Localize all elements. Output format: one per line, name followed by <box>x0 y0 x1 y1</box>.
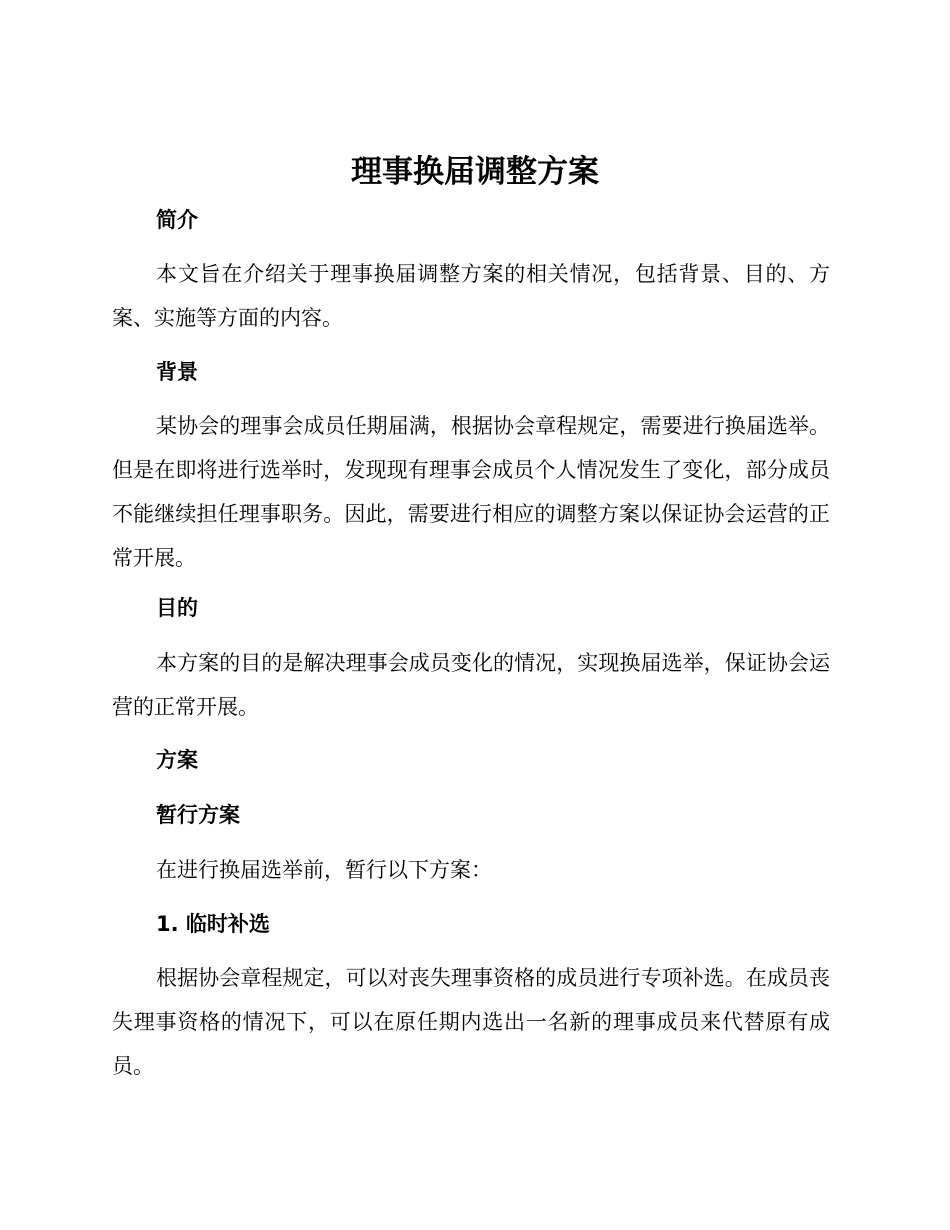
paragraph-by-election: 根据协会章程规定，可以对丧失理事资格的成员进行专项补选。在成员丧失理事资格的情况下，可以在原任期内选出一名新的理事成员来代替原有成员。 <box>112 966 830 1078</box>
paragraph-interim-plan: 在进行换届选举前，暂行以下方案： <box>156 858 492 882</box>
section-heading-background: 背景 <box>156 360 198 384</box>
document-title: 理事换届调整方案 <box>351 154 599 190</box>
paragraph-intro: 本文旨在介绍关于理事换届调整方案的相关情况，包括背景、目的、方案、实施等方面的内容。 <box>112 262 830 330</box>
section-heading-intro: 简介 <box>156 208 198 232</box>
paragraph-purpose: 本方案的目的是解决理事会成员变化的情况，实现换届选举，保证协会运营的正常开展。 <box>112 651 830 719</box>
section-heading-plan: 方案 <box>156 748 198 772</box>
section-heading-by-election: 1. 临时补选 <box>156 912 270 936</box>
section-heading-purpose: 目的 <box>156 596 198 620</box>
section-heading-interim-plan: 暂行方案 <box>156 803 240 827</box>
paragraph-background: 某协会的理事会成员任期届满，根据协会章程规定，需要进行换届选举。但是在即将进行选举时，发现现有理事会成员个人情况发生了变化，部分成员不能继续担任理事职务。因此，需要进行相应的调整方案以保证协会运营的正常开展。 <box>112 414 830 570</box>
